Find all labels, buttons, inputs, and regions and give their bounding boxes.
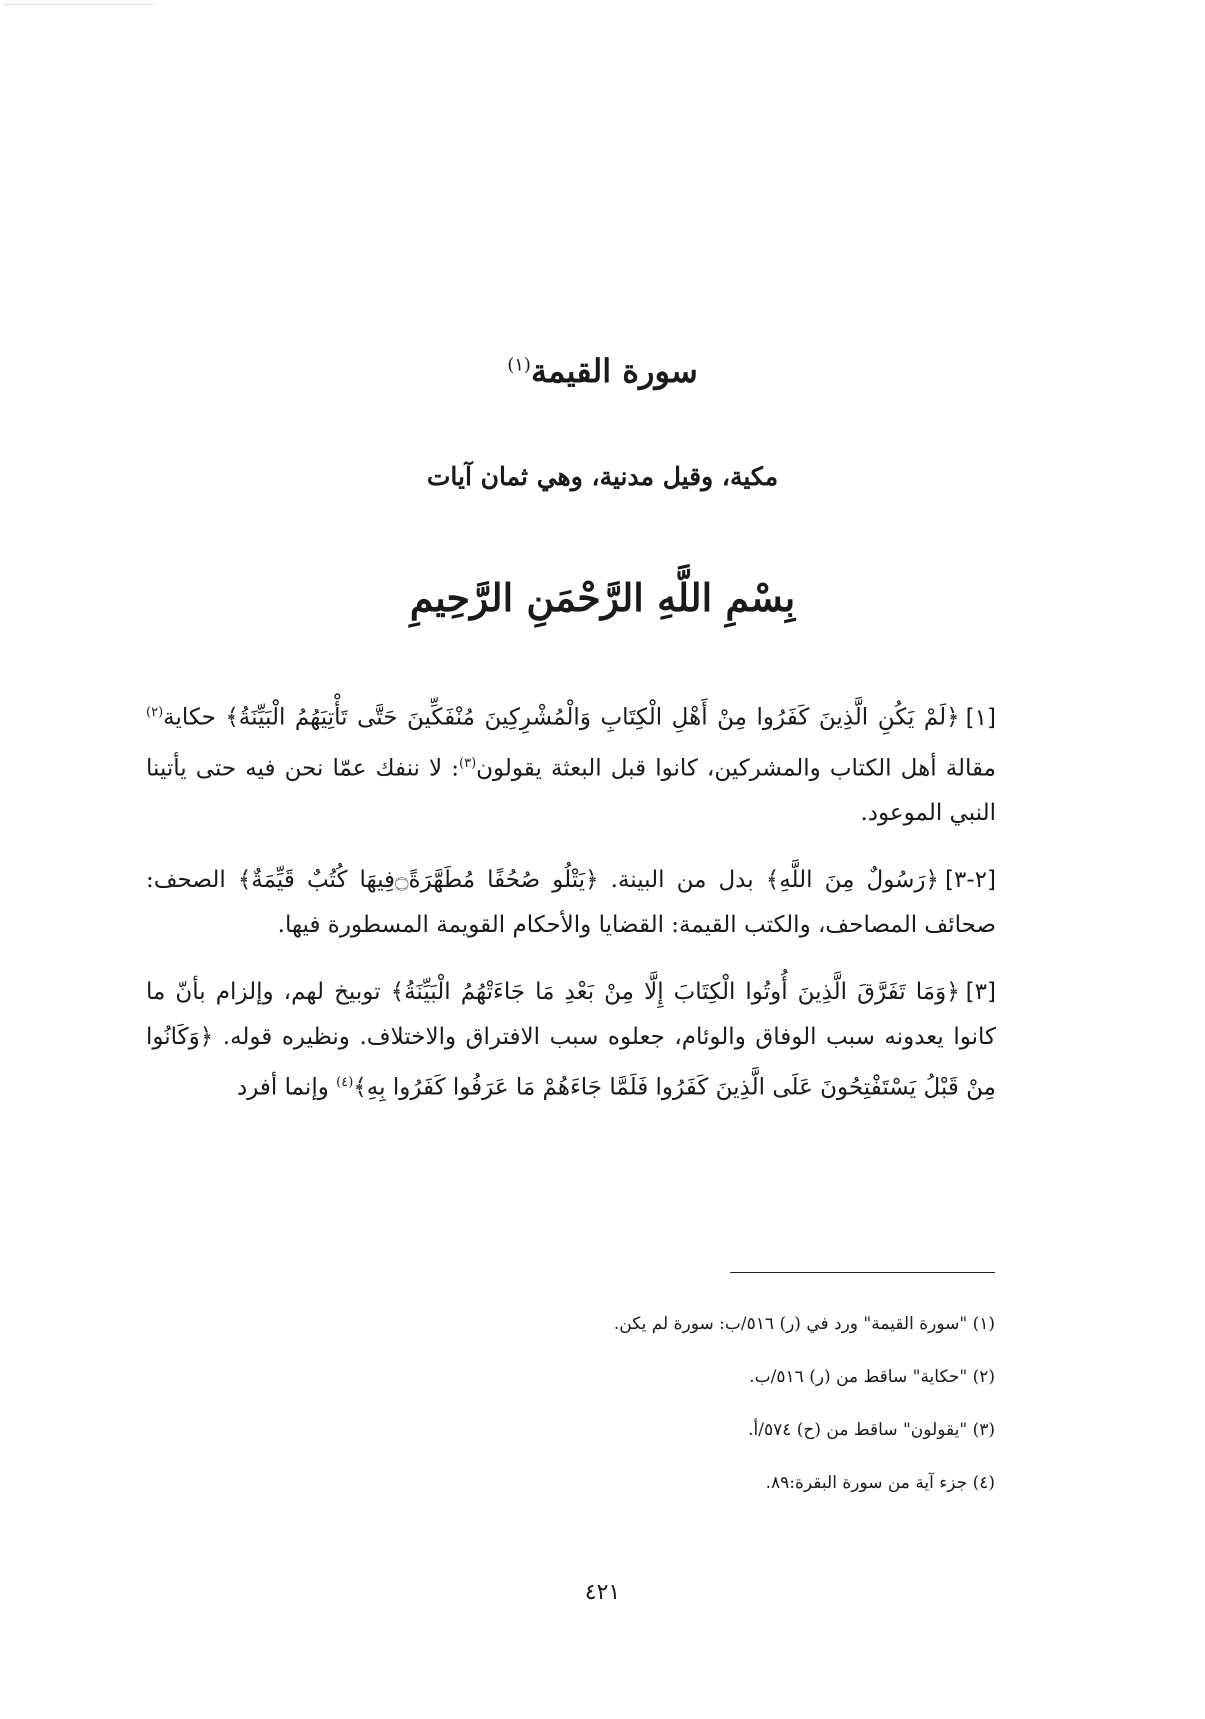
footnote-item: (٤) جزء آية من سورة البقرة:٨٩. [765,1473,995,1493]
footnote-item: (٢) "حكاية" ساقط من (ر) ٥١٦/ب. [749,1367,995,1387]
footnote-ref: (٢) [146,705,164,720]
verse-reference: [٢-٣] [945,867,996,894]
paragraph-text: : لا ننفك عمّا نحن فيه حتى يأتينا النبي الموعود. [146,755,996,827]
footnote-item: (٣) "يقولون" ساقط من (ح) ٥٧٤/أ. [748,1420,995,1440]
paragraph-verse-1 [146,690,996,836]
surah-subtitle: مكية، وقيل مدنية، وهي ثمان آيات [426,462,779,491]
footnotes-list [395,1298,995,1510]
footnote-item: (١) "سورة القيمة" ورد في (ر) ٥١٦/ب: سورة لم يكن. [613,1314,995,1334]
commentary-body [146,690,996,1133]
surah-title-text: سورة القيمة [530,352,698,390]
scan-edge-mark [4,4,154,5]
basmala: بِسْمِ اللَّهِ الرَّحْمَنِ الرَّحِيمِ [409,575,796,620]
verse-reference: [١] [965,704,996,731]
page-number: ٤٢١ [584,1580,621,1605]
footnote-ref: (٣) [459,755,477,771]
paragraph-text: ﴿وَمَا تَفَرَّقَ الَّذِينَ أُوتُوا الْكِتَابَ إِلَّا مِنْ بَعْدِ مَا جَاءَتْهُمُ الْبَيِّنَةُ﴾ توبيخ لهم، وإلزام بأنّ ما كانوا يعدونه سبب الوفاق والوئام، جعلوه سبب الافتراق والاختلاف. ونظيره قوله. ﴿وَكَانُوا مِنْ قَبْلُ يَسْتَفْتِحُونَ عَلَى الَّذِينَ كَفَرُوا فَلَمَّا جَاءَهُمْ مَا عَرَفُوا كَفَرُوا بِهِ﴾ [146,979,996,1101]
paragraph-text: مقالة أهل الكتاب والمشركين، كانوا قبل البعثة يقولون [476,755,996,782]
verse-reference: [٣] [965,979,996,1006]
paragraph-verse-3 [146,970,996,1111]
footnote-ref: (٤) [336,1075,354,1091]
surah-title [0,352,1205,390]
surah-title-footnote-ref: (١) [507,354,531,376]
paragraph-verse-2-3 [146,858,996,948]
paragraph-text: وإنما أفرد [237,1074,337,1101]
paragraph-text: ﴿لَمْ يَكُنِ الَّذِينَ كَفَرُوا مِنْ أَهْلِ الْكِتَابِ وَالْمُشْرِكِينَ مُنْفَكِّينَ حَتَّى تَأْتِيَهُمُ الْبَيِّنَةُ﴾ حكاية [163,704,960,731]
paragraph-text: ﴿رَسُولٌ مِنَ اللَّهِ﴾ بدل من البينة. ﴿يَتْلُو صُحُفًا مُطَهَّرَةً۝فِيهَا كُتُبٌ قَيِّمَةٌ﴾ الصحف: صحائف المصاحف، والكتب القيمة: القضايا والأحكام القويمة المسطورة فيها. [146,867,996,939]
footnote-separator [730,1272,995,1273]
